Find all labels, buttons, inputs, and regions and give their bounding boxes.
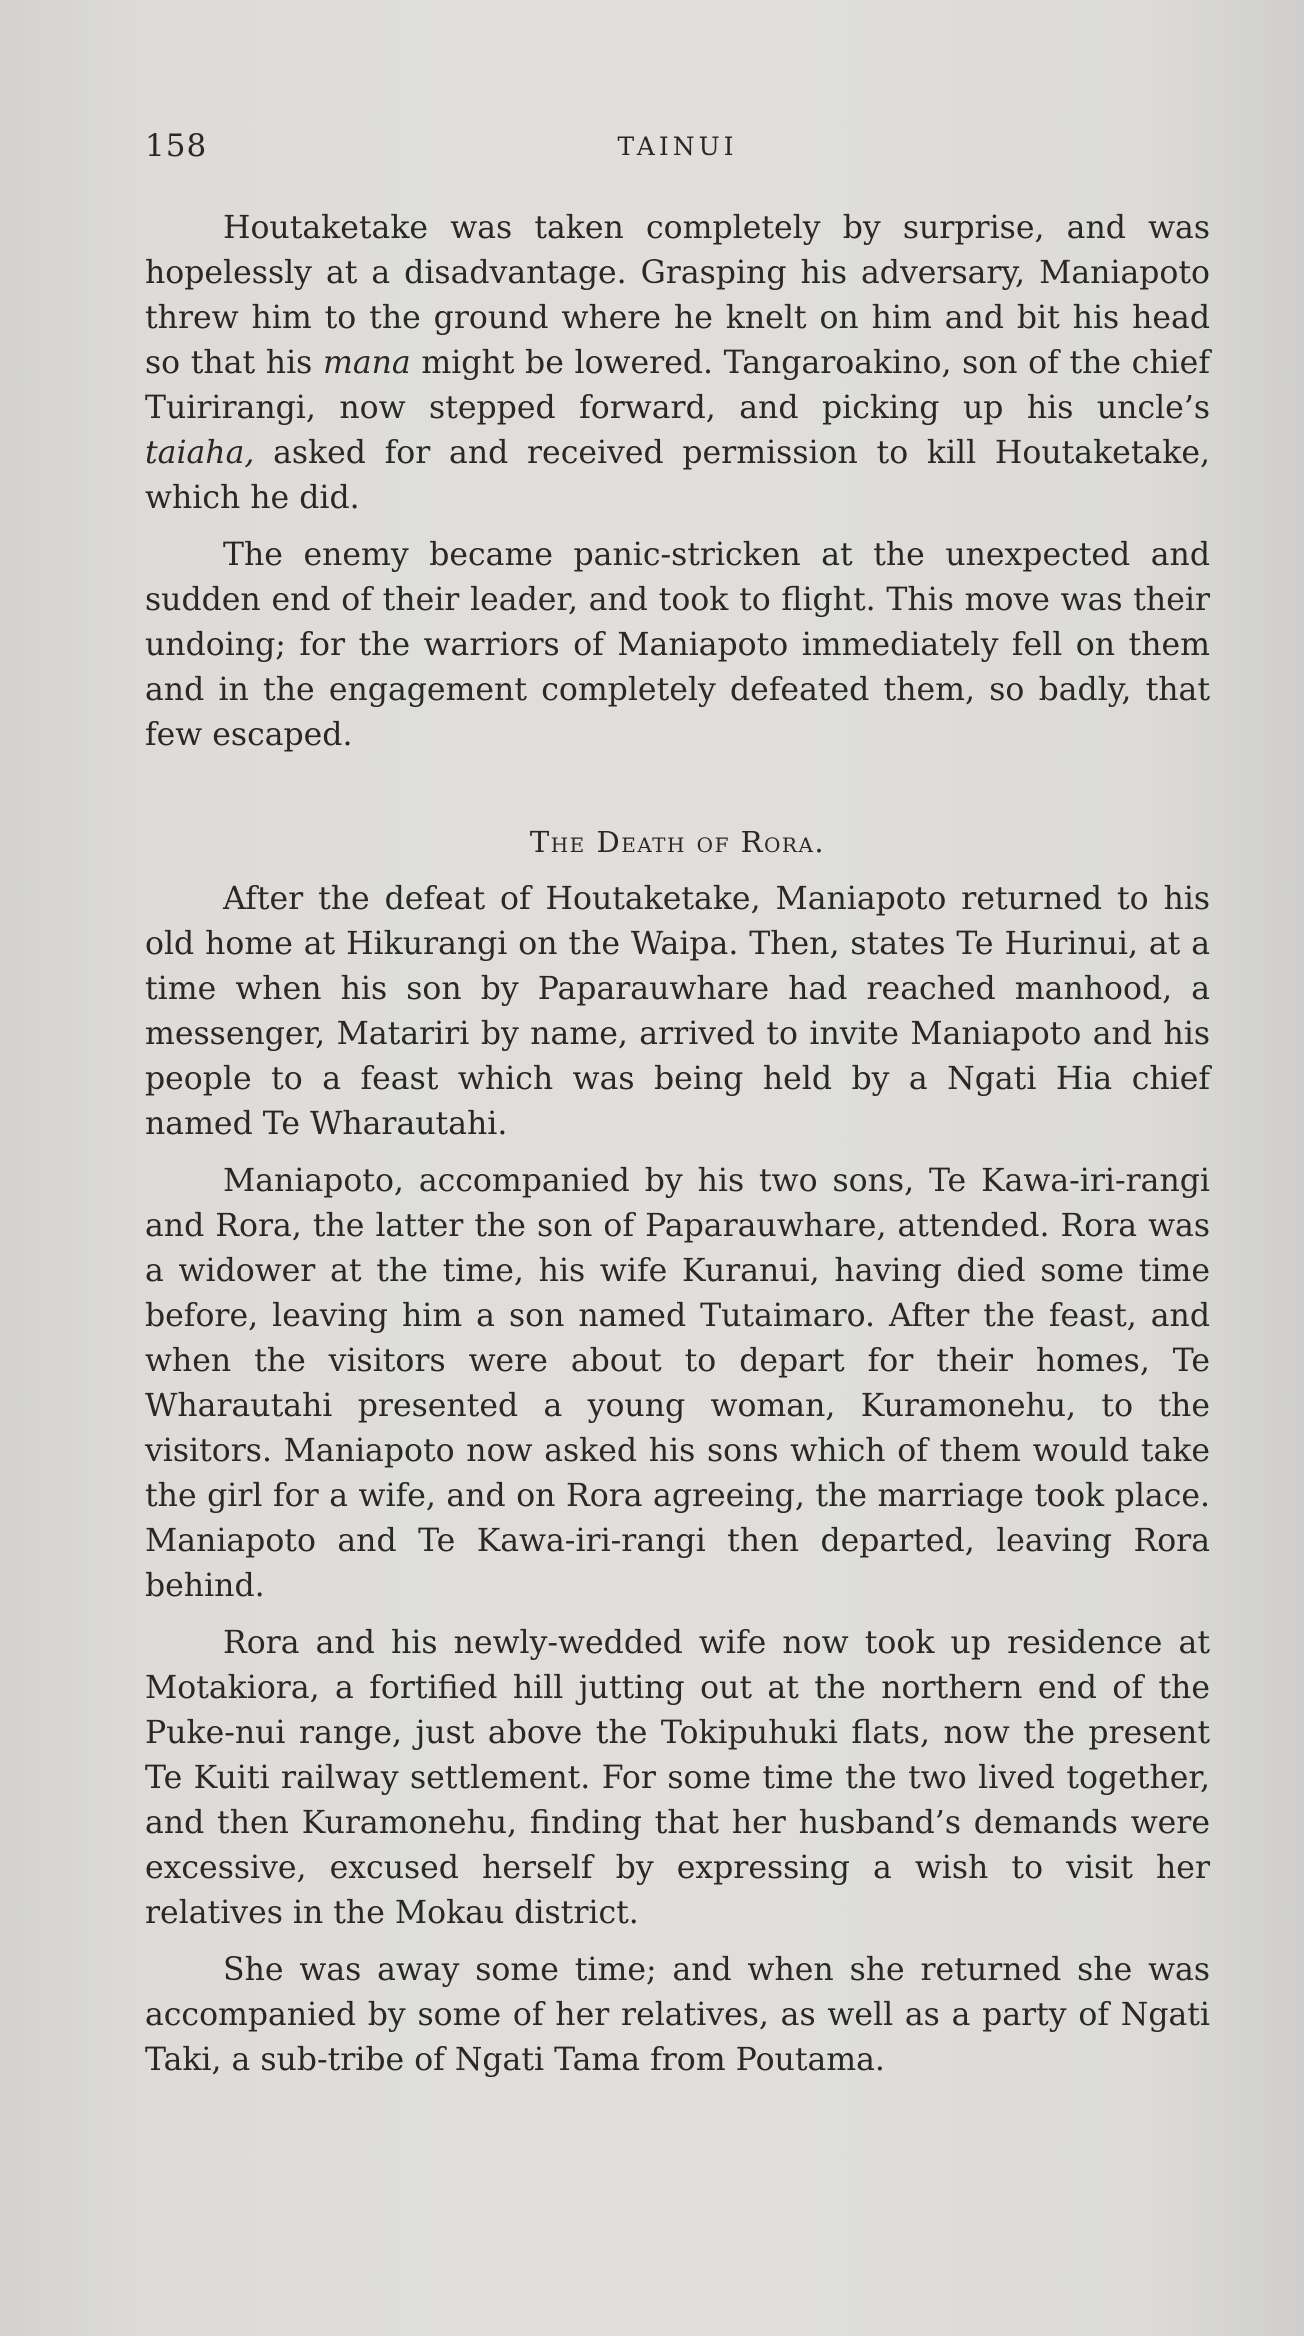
paragraph-5: Rora and his newly-wedded wife now took up residence at Motakiora, a fortified hill jutting out at the northern end of the Puke-nui range, just above the Tokipuhuki flats, now the present Te Kuiti railway settlement. For some time the two lived together, and then Kuramonehu, finding that her husband’s demands were excessive, excused herself by expressing a wish to visit her relatives in the Mokau district. [145,1625,1210,1931]
section-heading: The Death of Rora. [529,825,826,859]
body-text [145,206,1210,2083]
paragraph-1-text-a: Houtaketake was taken completely by surprise, and was hopelessly at a disadvantage. Grasping his adversary, Maniapoto threw him to the ground where he knelt on him and bit his head so that his [145,210,1210,381]
italic-word-mana: mana [322,345,411,381]
running-title: TAINUI [617,132,738,161]
paragraph-6: She was away some time; and when she returned she was accompanied by some of her relatives, as well as a party of Ngati Taki, a sub-tribe of Ngati Tama from Poutama. [145,1952,1210,2078]
paragraph-1-text-b: might be lowered. Tangaroakino, son of the chief Tuirirangi, now stepped forward, and picking up his uncle’s [145,345,1210,426]
paragraph-1 [145,206,1210,521]
page-header [145,124,1210,170]
italic-word-taiaha: taiaha, [145,435,255,471]
page-number: 158 [145,128,208,164]
paragraph-4: Maniapoto, accompanied by his two sons, Te Kawa-iri-rangi and Rora, the latter the son of Paparauwhare, attended. Rora was a widower at the time, his wife Kuranui, having died some time before, leaving him a son named Tutaimaro. After the feast, and when the visitors were about to depart for their homes, Te Wharautahi presented a young woman, Kuramonehu, to the visitors. Maniapoto now asked his sons which of them would take the girl for a wife, and on Rora agreeing, the marriage took place. Maniapoto and Te Kawa-iri-rangi then departed, leaving Rora behind. [145,1163,1210,1604]
paragraph-3: After the defeat of Houtaketake, Maniapoto returned to his old home at Hikurangi on the Waipa. Then, states Te Hurinui, at a time when his son by Paparauwhare had reached manhood, a messenger, Matariri by name, arrived to invite Maniapoto and his people to a feast which was being held by a Ngati Hia chief named Te Wharautahi. [145,881,1210,1142]
paragraph-1-text-c: asked for and received permission to kill Houtaketake, which he did. [145,435,1210,516]
paragraph-2: The enemy became panic-stricken at the unexpected and sudden end of their leader, and took to flight. This move was their undoing; for the warriors of Maniapoto immediately fell on them and in the engagement completely defeated them, so badly, that few escaped. [145,537,1210,753]
